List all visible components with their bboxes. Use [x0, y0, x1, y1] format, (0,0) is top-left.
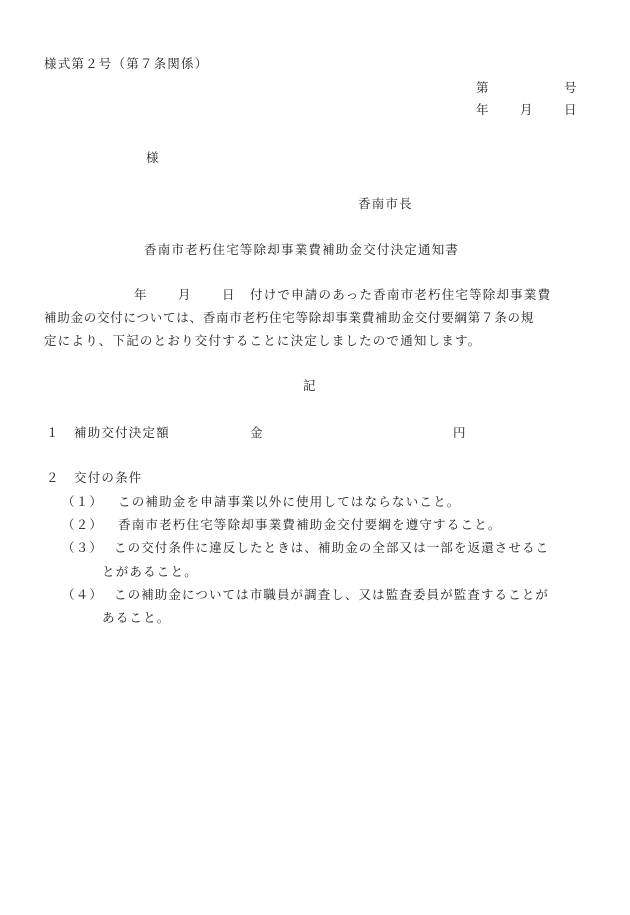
body-date-day: 日 [222, 287, 235, 302]
condition-2-text: 香南市老朽住宅等除却事業費補助金交付要綱を遵守すること。 [118, 517, 502, 532]
body-date-year: 年 [134, 287, 147, 302]
condition-3-continuation: とがあること。 [102, 564, 198, 579]
recipient-honorific: 様 [146, 150, 159, 165]
doc-number-suffix: 号 [564, 80, 577, 95]
item1-number: １ [46, 425, 59, 440]
condition-3-number: （３） [62, 540, 104, 555]
sender-title: 香南市長 [358, 196, 413, 211]
condition-1-text: この補助金を申請事業以外に使用してはならないこと。 [118, 494, 461, 509]
body-date-month: 月 [178, 287, 191, 302]
item2-label: 交付の条件 [74, 470, 143, 485]
condition-4-number: （４） [62, 587, 104, 602]
condition-3-text: この交付条件に違反したときは、補助金の全部又は一部を返還させるこ [114, 540, 550, 555]
body-line-3: 定により、下記のとおり交付することに決定しましたので通知します。 [44, 333, 482, 348]
body-line-2: 補助金の交付については、香南市老朽住宅等除却事業費補助金交付要綱第７条の規 [44, 310, 535, 325]
condition-2-number: （２） [62, 517, 104, 532]
condition-4-text: この補助金については市職員が調査し、又は監査委員が監査することが [114, 587, 549, 602]
document-title: 香南市老朽住宅等除却事業費補助金交付決定通知書 [144, 242, 460, 257]
item1-amount-prefix: 金 [250, 425, 263, 440]
form-number: 様式第２号（第７条関係） [44, 56, 209, 71]
header-date-day: 日 [564, 102, 577, 117]
ki-heading: 記 [303, 378, 316, 393]
item1-amount-unit: 円 [453, 425, 466, 440]
item1-label: 補助交付決定額 [74, 425, 170, 440]
body-line-1: 付けで申請のあった香南市老朽住宅等除却事業費 [250, 287, 552, 302]
condition-4-continuation: あること。 [102, 610, 171, 625]
header-date-year: 年 [476, 102, 489, 117]
item2-number: ２ [46, 470, 59, 485]
condition-1-number: （１） [62, 494, 104, 509]
header-date-month: 月 [520, 102, 533, 117]
doc-number-prefix: 第 [476, 80, 489, 95]
